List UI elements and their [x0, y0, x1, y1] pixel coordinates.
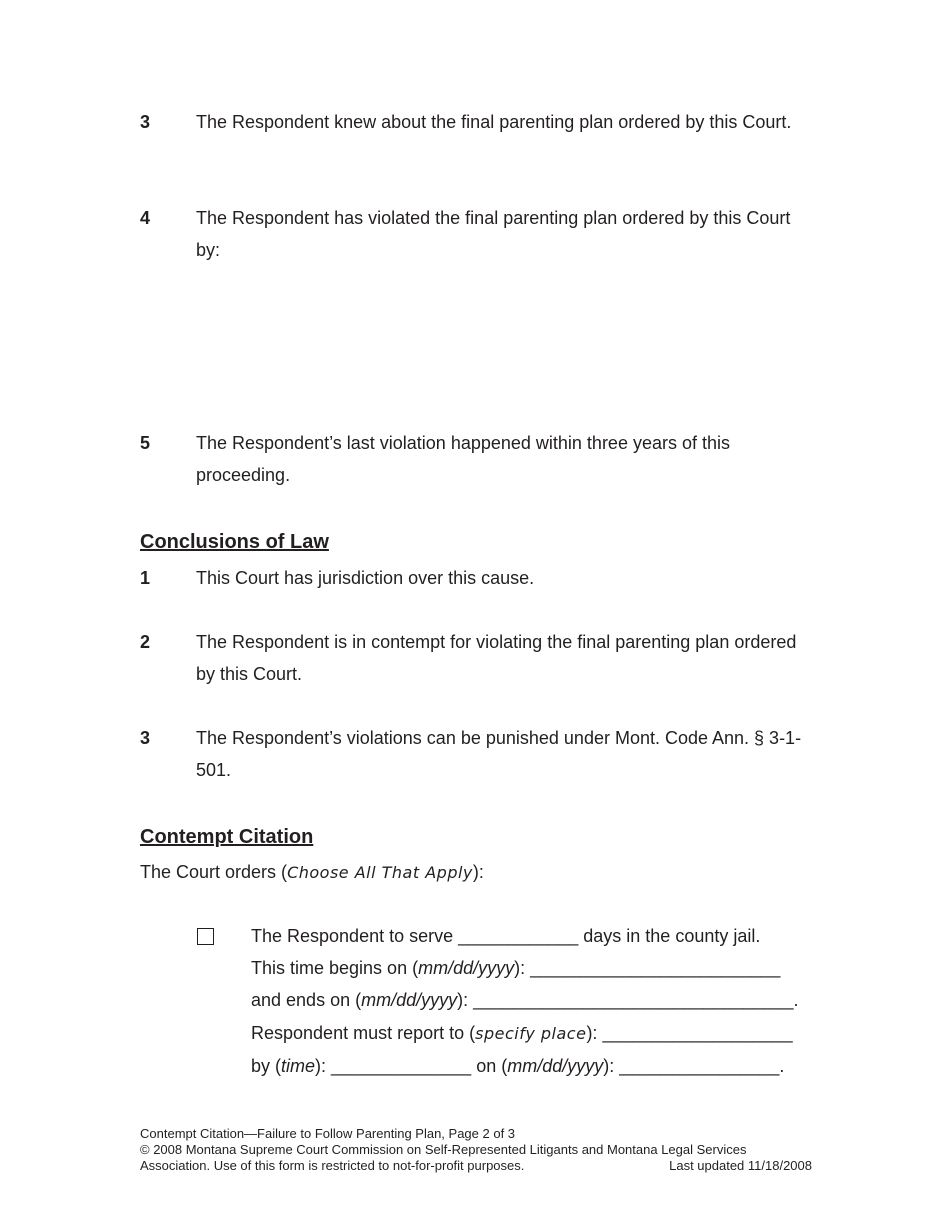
item-text: The Respondent knew about the final parenting plan ordered by this Court.: [196, 112, 792, 132]
item-number: 1: [140, 568, 151, 588]
citation-heading: Contempt Citation: [140, 826, 314, 848]
intro-option: Choose All That Apply: [287, 863, 473, 882]
item-text: The Respondent has violated the final parenting plan ordered by this Court by:: [196, 208, 791, 260]
item-number: 5: [140, 433, 151, 453]
footer-title: Contempt Citation—Failure to Follow Parenting Plan, Page 2 of 3: [140, 1126, 516, 1141]
item-text: The Respondent’s violations can be punished under Mont. Code Ann. § 3-1-501.: [196, 728, 802, 780]
footer-updated: Last updated 11/18/2008: [669, 1158, 812, 1173]
conclusion-item: [140, 626, 810, 690]
finding-item: [140, 427, 810, 491]
page-footer: [140, 1126, 812, 1174]
finding-item: [140, 202, 810, 266]
item-text: This Court has jurisdiction over this cause.: [196, 568, 535, 588]
jail-line: by (time): ______________ on (mm/dd/yyyy): ________________.: [251, 1055, 785, 1076]
jail-option-checkbox[interactable]: [197, 928, 214, 945]
days-blank[interactable]: ____________: [458, 926, 579, 946]
footer-usage: Association. Use of this form is restricted to not-for-profit purposes.: [140, 1158, 525, 1173]
finding-item: [140, 106, 810, 138]
conclusions-heading: Conclusions of Law: [140, 531, 329, 553]
item-number: 3: [140, 112, 151, 132]
item-text: The Respondent is in contempt for violating the final parenting plan ordered by this Court.: [196, 632, 797, 684]
item-number: 3: [140, 728, 151, 748]
item-number: 2: [140, 632, 151, 652]
item-number: 4: [140, 208, 151, 228]
report-date-blank[interactable]: ________________.: [619, 1055, 785, 1076]
conclusion-item: [140, 722, 810, 786]
report-place-blank[interactable]: ___________________: [602, 1022, 793, 1043]
footer-copyright: © 2008 Montana Supreme Court Commission on Self-Represented Litigants and Montana Legal Services: [140, 1142, 747, 1157]
jail-option-text: [251, 920, 821, 1082]
end-date-blank[interactable]: ________________________________.: [473, 990, 799, 1011]
jail-line: Respondent must report to (specify place): ___________________: [251, 1022, 793, 1043]
jail-line: The Respondent to serve ____________ days in the county jail.: [251, 926, 761, 946]
item-text: The Respondent’s last violation happened within three years of this proceeding.: [196, 433, 730, 485]
report-time-blank[interactable]: ______________: [331, 1055, 472, 1076]
jail-line: This time begins on (mm/dd/yyyy): _________________________: [251, 958, 781, 979]
jail-line: and ends on (mm/dd/yyyy): ________________________________.: [251, 990, 799, 1011]
begin-date-blank[interactable]: _________________________: [530, 958, 781, 979]
citation-intro: The Court orders (Choose All That Apply):: [140, 862, 484, 882]
conclusion-item: [140, 562, 810, 594]
